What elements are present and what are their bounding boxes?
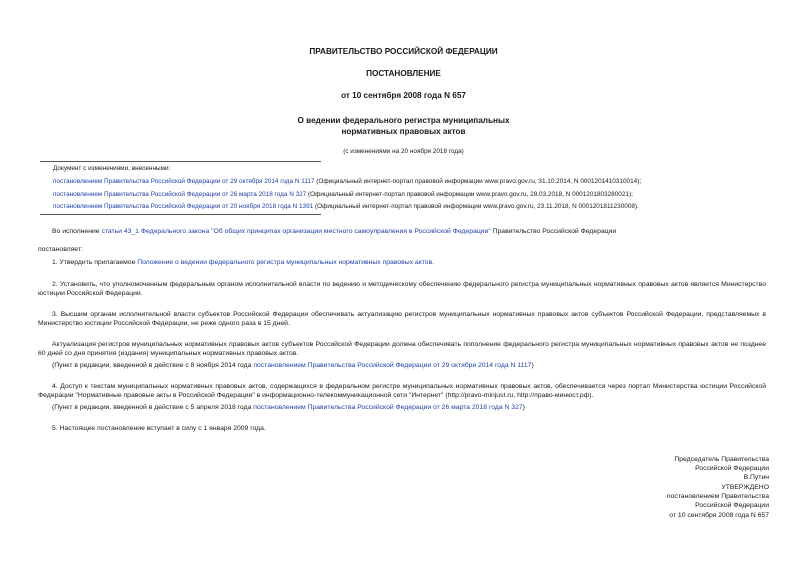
paragraph-2: 2. Установить, что уполномоченным федеральным органом исполнительной власти по ведению и методическому обеспечению федерального регистра муниципальных нормативных правовых актов является Министерство юстиции Российской Федерации. (38, 281, 766, 298)
approval-line: от 10 сентября 2008 года N 657 (669, 511, 769, 519)
document-title-line-1: О ведении федерального регистра муниципальных (297, 116, 510, 125)
paragraph-4-edition-note (38, 403, 766, 412)
amendments-intro: Документ с изменениями, внесенными: (53, 165, 171, 172)
amendments-bottom-divider (40, 214, 321, 215)
preamble-text: Во исполнение (52, 228, 102, 235)
changes-note: (с изменениями на 20 ноября 2018 года) (343, 148, 464, 155)
preamble-text-end: Правительство Российской Федерации (490, 228, 617, 235)
paragraph-3-continuation: Актуализация регистров муниципальных нормативных правовых актов субъектов Российской Федерации должна обеспечивать пополнение федерального регистра муниципальных нормативных правовых актов не позднее 60 дней со дня принятия (издания) муниципальных нормативных правовых актов. (38, 341, 766, 358)
amendment-link[interactable]: постановлением Правительства Российской Федерации от 26 марта 2018 года N 327 (53, 190, 307, 198)
amendment-source: (Официальный интернет-портал правовой информации www.pravo.gov.ru, 23.11.2018, N 0001201811230008). (313, 203, 639, 211)
edition-note-end: ) (522, 404, 525, 411)
paragraph-3-edition-note (38, 361, 766, 370)
approval-line: постановлением Правительства (666, 493, 769, 501)
amendment-source: (Официальный интернет-портал правовой информации www.pravo.gov.ru, 31.10.2014, N 0001201410310014); (314, 177, 642, 185)
paragraph-5: 5. Настоящее постановление вступает в силу с 1 января 2009 года. (52, 425, 266, 432)
edition-note-end: ) (531, 362, 534, 369)
signature-line: В.Путин (743, 474, 769, 482)
signature-block (569, 455, 769, 483)
amendment-link[interactable]: постановлением Правительства Российской Федерации от 29 октября 2014 года N 1117 (53, 177, 315, 185)
document-type: ПОСТАНОВЛЕНИЕ (366, 69, 441, 78)
federal-law-link[interactable]: статьи 43_1 Федерального закона "Об общих принципах организации местного самоуправления в Российской Федерации" (101, 228, 491, 235)
approval-line: Российской Федерации (695, 502, 769, 510)
amendments-top-divider (40, 161, 321, 162)
document-title-line-2: нормативных правовых актов (341, 127, 466, 136)
regulation-link[interactable]: Положение о ведении федерального регистра муниципальных нормативных правовых актов (137, 259, 433, 266)
amendment-link[interactable]: постановлением Правительства Российской Федерации от 20 ноября 2018 года N 1391 (53, 203, 314, 211)
paragraph-3: 3. Высшим органам исполнительной власти субъектов Российской Федерации обеспечивать актуализацию регистров муниципальных нормативных правовых актов субъектов Российской Федерации, представляемых в Министерство юстиции Российской Федерации, не реже одного раза в 15 дней. (38, 311, 766, 328)
edition-note-text: (Пункт в редакции, введенной в действие с 5 апреля 2018 года (52, 404, 254, 411)
amendment-item (53, 189, 773, 202)
paragraph-4: 4. Доступ к текстам муниципальных нормативных правовых актов, содержащихся в федеральном регистре муниципальных нормативных правовых актов, обеспечивается через портал Министерства юстиции Российской Федерации "Нормативные правовые акты в Российской Федерации" в информационно-телекоммуникационной сети "Интернет" (http://pravo-minjust.ru, http://право-минюст.рф). (38, 383, 766, 400)
amendment-source: (Официальный интернет-портал правовой информации www.pravo.gov.ru, 28.03.2018, N 0001201803280021); (306, 190, 633, 198)
amendment-item (53, 176, 773, 189)
document-date-number: от 10 сентября 2008 года N 657 (341, 91, 466, 100)
signature-line: Российской Федерации (695, 465, 769, 473)
amendments-block (53, 163, 773, 214)
decrees-word: постановляет: (38, 246, 83, 253)
signature-line: Председатель Правительства (674, 456, 769, 463)
edition-note-text: (Пункт в редакции, введенной в действие с 8 ноября 2014 года (52, 362, 254, 369)
edition-note-link[interactable]: постановлением Правительства Российской Федерации от 26 марта 2018 года N 327 (253, 404, 523, 411)
paragraph-1 (38, 258, 766, 267)
edition-note-link[interactable]: постановлением Правительства Российской Федерации от 29 октября 2014 года N 1117 (253, 362, 532, 369)
amendment-item (53, 201, 773, 214)
paragraph-1-text: 1. Утвердить прилагаемое (52, 259, 138, 266)
approval-line: УТВЕРЖДЕНО (721, 484, 769, 491)
preamble (38, 227, 766, 236)
government-heading: ПРАВИТЕЛЬСТВО РОССИЙСКОЙ ФЕДЕРАЦИИ (309, 47, 498, 56)
paragraph-1-end: . (432, 259, 435, 266)
approval-block (569, 483, 769, 520)
